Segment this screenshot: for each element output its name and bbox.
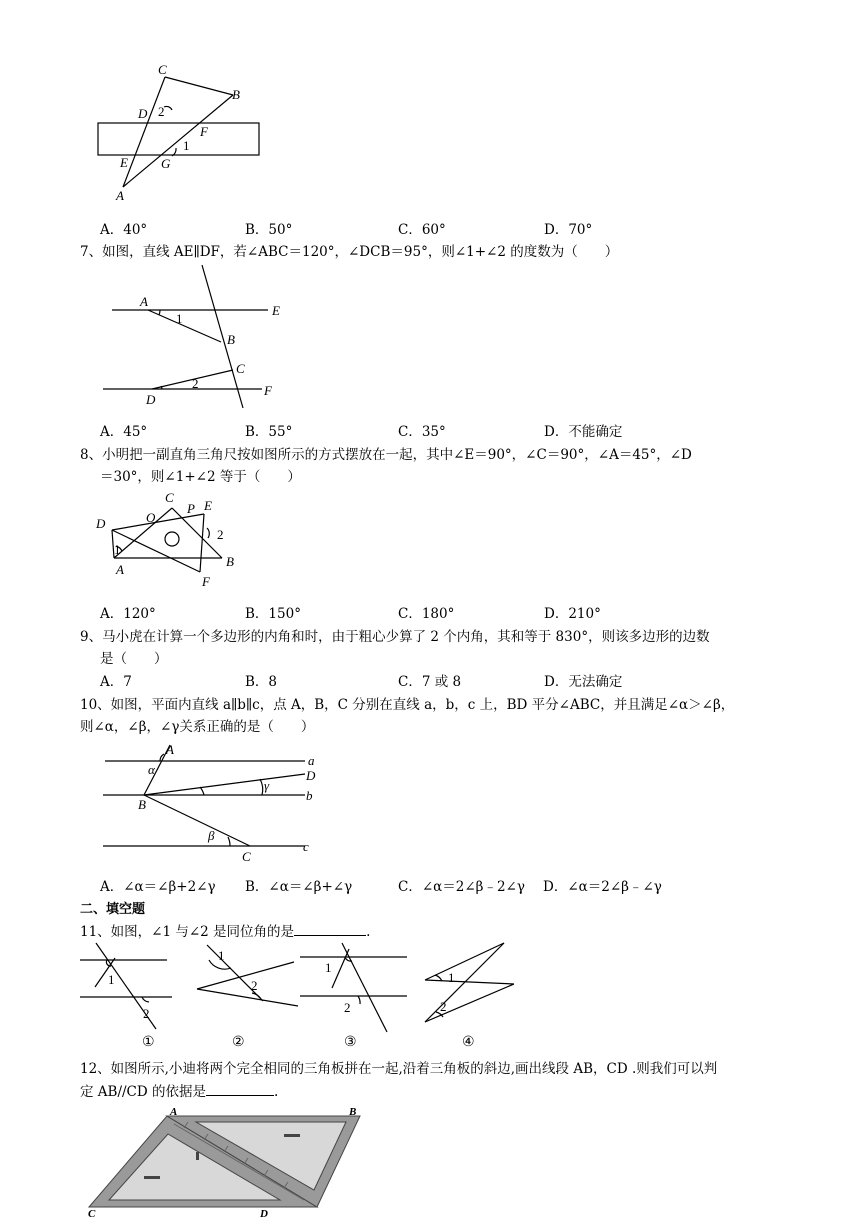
q8-label-B: B (226, 554, 234, 569)
q10-label-B: B (138, 797, 146, 812)
q8-option-d[interactable]: D．210° (544, 606, 601, 622)
q11-fig4-angle-2: 2 (440, 999, 447, 1014)
q7-label-D: D (146, 392, 156, 407)
q10-label-alpha: α (148, 762, 155, 777)
q9-option-a[interactable]: A．7 (100, 674, 132, 690)
q6-figure (90, 60, 280, 205)
q11-fig-number-3: ③ (344, 1035, 357, 1048)
q10-label-gamma: γ (264, 778, 270, 793)
q6-label-E: E (120, 155, 128, 170)
q8-label-E: E (204, 498, 212, 513)
q7-label-B: B (227, 332, 235, 347)
q6-option-c[interactable]: C．60° (398, 222, 446, 238)
q10-label-A: A (166, 742, 174, 757)
q6-label-D: D (138, 106, 148, 121)
q10-label-a: a (308, 753, 315, 768)
q11-fig3-angle-2: 2 (344, 1000, 351, 1015)
q9-option-b[interactable]: B．8 (245, 674, 278, 690)
q6-label-G: G (161, 156, 171, 171)
section-title: 二、填空题 (80, 902, 146, 917)
q7-angle-1: 1 (176, 311, 183, 326)
q10-stem-line2: 则∠α，∠β，∠γ关系正确的是（ ） (80, 719, 315, 735)
q7-option-c[interactable]: C．35° (398, 424, 446, 440)
q11-fig1-angle-2: 2 (143, 1006, 150, 1021)
q8-option-c[interactable]: C．180° (398, 606, 455, 622)
q11-fig-number-1: ① (142, 1035, 155, 1048)
q11-fig-number-4: ④ (462, 1035, 475, 1048)
q7-label-F: F (264, 383, 272, 398)
q10-option-c[interactable]: C．∠α＝2∠β﹣2∠γ (398, 879, 525, 895)
q10-option-b[interactable]: B．∠α＝∠β+∠γ (245, 879, 353, 895)
q11-fig-number-2: ② (232, 1035, 245, 1048)
q11-answer-blank[interactable] (294, 923, 366, 936)
q6-label-B: B (232, 87, 240, 102)
q9-option-d[interactable]: D．无法确定 (544, 674, 623, 690)
q8-label-P: P (187, 501, 195, 516)
q6-label-A: A (116, 188, 124, 203)
q10-option-d[interactable]: D．∠α＝2∠β﹣∠γ (543, 879, 662, 895)
q8-figure (92, 488, 252, 593)
q7-label-E: E (272, 303, 280, 318)
q12-answer-blank[interactable] (206, 1083, 274, 1096)
q6-option-d[interactable]: D．70° (544, 222, 593, 238)
q8-angle-1: 1 (114, 542, 121, 557)
q6-label-F: F (200, 124, 208, 139)
q10-stem-line1: 10、如图，平面内直线 a∥b∥c，点 A，B，C 分别在直线 a，b，c 上，BD 平分∠ABC，并且满足∠α＞∠β， (80, 697, 735, 713)
q8-label-A: A (116, 562, 124, 577)
q9-option-c[interactable]: C．7 或 8 (398, 674, 462, 690)
q12-label-D: D (260, 1208, 268, 1218)
q8-option-a[interactable]: A．120° (100, 606, 156, 622)
q8-angle-2: 2 (217, 527, 224, 542)
q8-label-D: D (96, 516, 106, 531)
q7-option-a[interactable]: A．45° (100, 424, 148, 440)
q12-stem-line2: 定 AB//CD 的依据是 . (80, 1084, 279, 1100)
q10-label-c: c (303, 839, 309, 854)
q11-fig2-angle-1: 1 (218, 948, 225, 963)
q7-figure (100, 262, 300, 410)
q12-label-C: C (88, 1208, 96, 1218)
q11-fig4-angle-1: 1 (448, 970, 455, 985)
q12-stem-line1: 12、如图所示,小迪将两个完全相同的三角板拼在一起,沿着三角板的斜边,画出线段 AB，CD .则我们可以判 (80, 1061, 718, 1077)
q8-label-C: C (165, 490, 174, 505)
q7-angle-2: 2 (192, 376, 199, 391)
q6-angle-1: 1 (183, 138, 190, 153)
q10-label-C: C (242, 849, 251, 864)
q10-label-beta: β (208, 828, 215, 843)
q7-option-b[interactable]: B．55° (245, 424, 293, 440)
q8-stem-line2: ＝30°，则∠1+∠2 等于（ ） (100, 469, 301, 485)
q11-fig2-angle-2: 2 (251, 978, 258, 993)
q11-fig1-angle-1: 1 (108, 972, 115, 987)
q8-option-b[interactable]: B．150° (245, 606, 301, 622)
q11-stem: 11、如图，∠1 与∠2 是同位角的是 . (80, 924, 371, 940)
q9-stem-line2: 是（ ） (100, 651, 168, 667)
q10-label-b: b (306, 788, 313, 803)
q7-stem: 7、如图，直线 AE∥DF，若∠ABC＝120°，∠DCB＝95°，则∠1+∠2 的度数为（ ） (80, 244, 619, 260)
q12-label-A: A (170, 1106, 178, 1118)
q7-label-A: A (140, 294, 148, 309)
q7-option-d[interactable]: D．不能确定 (544, 424, 623, 440)
q12-label-B: B (349, 1106, 357, 1118)
q8-label-F: F (202, 574, 210, 589)
q8-stem-line1: 8、小明把一副直角三角尺按如图所示的方式摆放在一起，其中∠E＝90°，∠C＝90°，∠A＝45°，∠D (80, 447, 692, 463)
q9-stem-line1: 9、马小虎在计算一个多边形的内角和时，由于粗心少算了 2 个内角，其和等于 830°，则该多边形的边数 (80, 629, 710, 645)
q10-option-a[interactable]: A．∠α＝∠β+2∠γ (100, 879, 216, 895)
q7-label-C: C (236, 361, 245, 376)
q8-label-O: O (146, 510, 156, 525)
q6-option-b[interactable]: B．50° (245, 222, 293, 238)
q10-figure (100, 742, 330, 864)
q6-angle-2: 2 (158, 104, 165, 119)
q6-label-C: C (158, 62, 167, 77)
q10-label-D: D (306, 768, 316, 783)
q11-figures (80, 940, 520, 1048)
q11-fig3-angle-1: 1 (325, 960, 332, 975)
q12-figure (84, 1104, 374, 1218)
q6-option-a[interactable]: A．40° (100, 222, 148, 238)
